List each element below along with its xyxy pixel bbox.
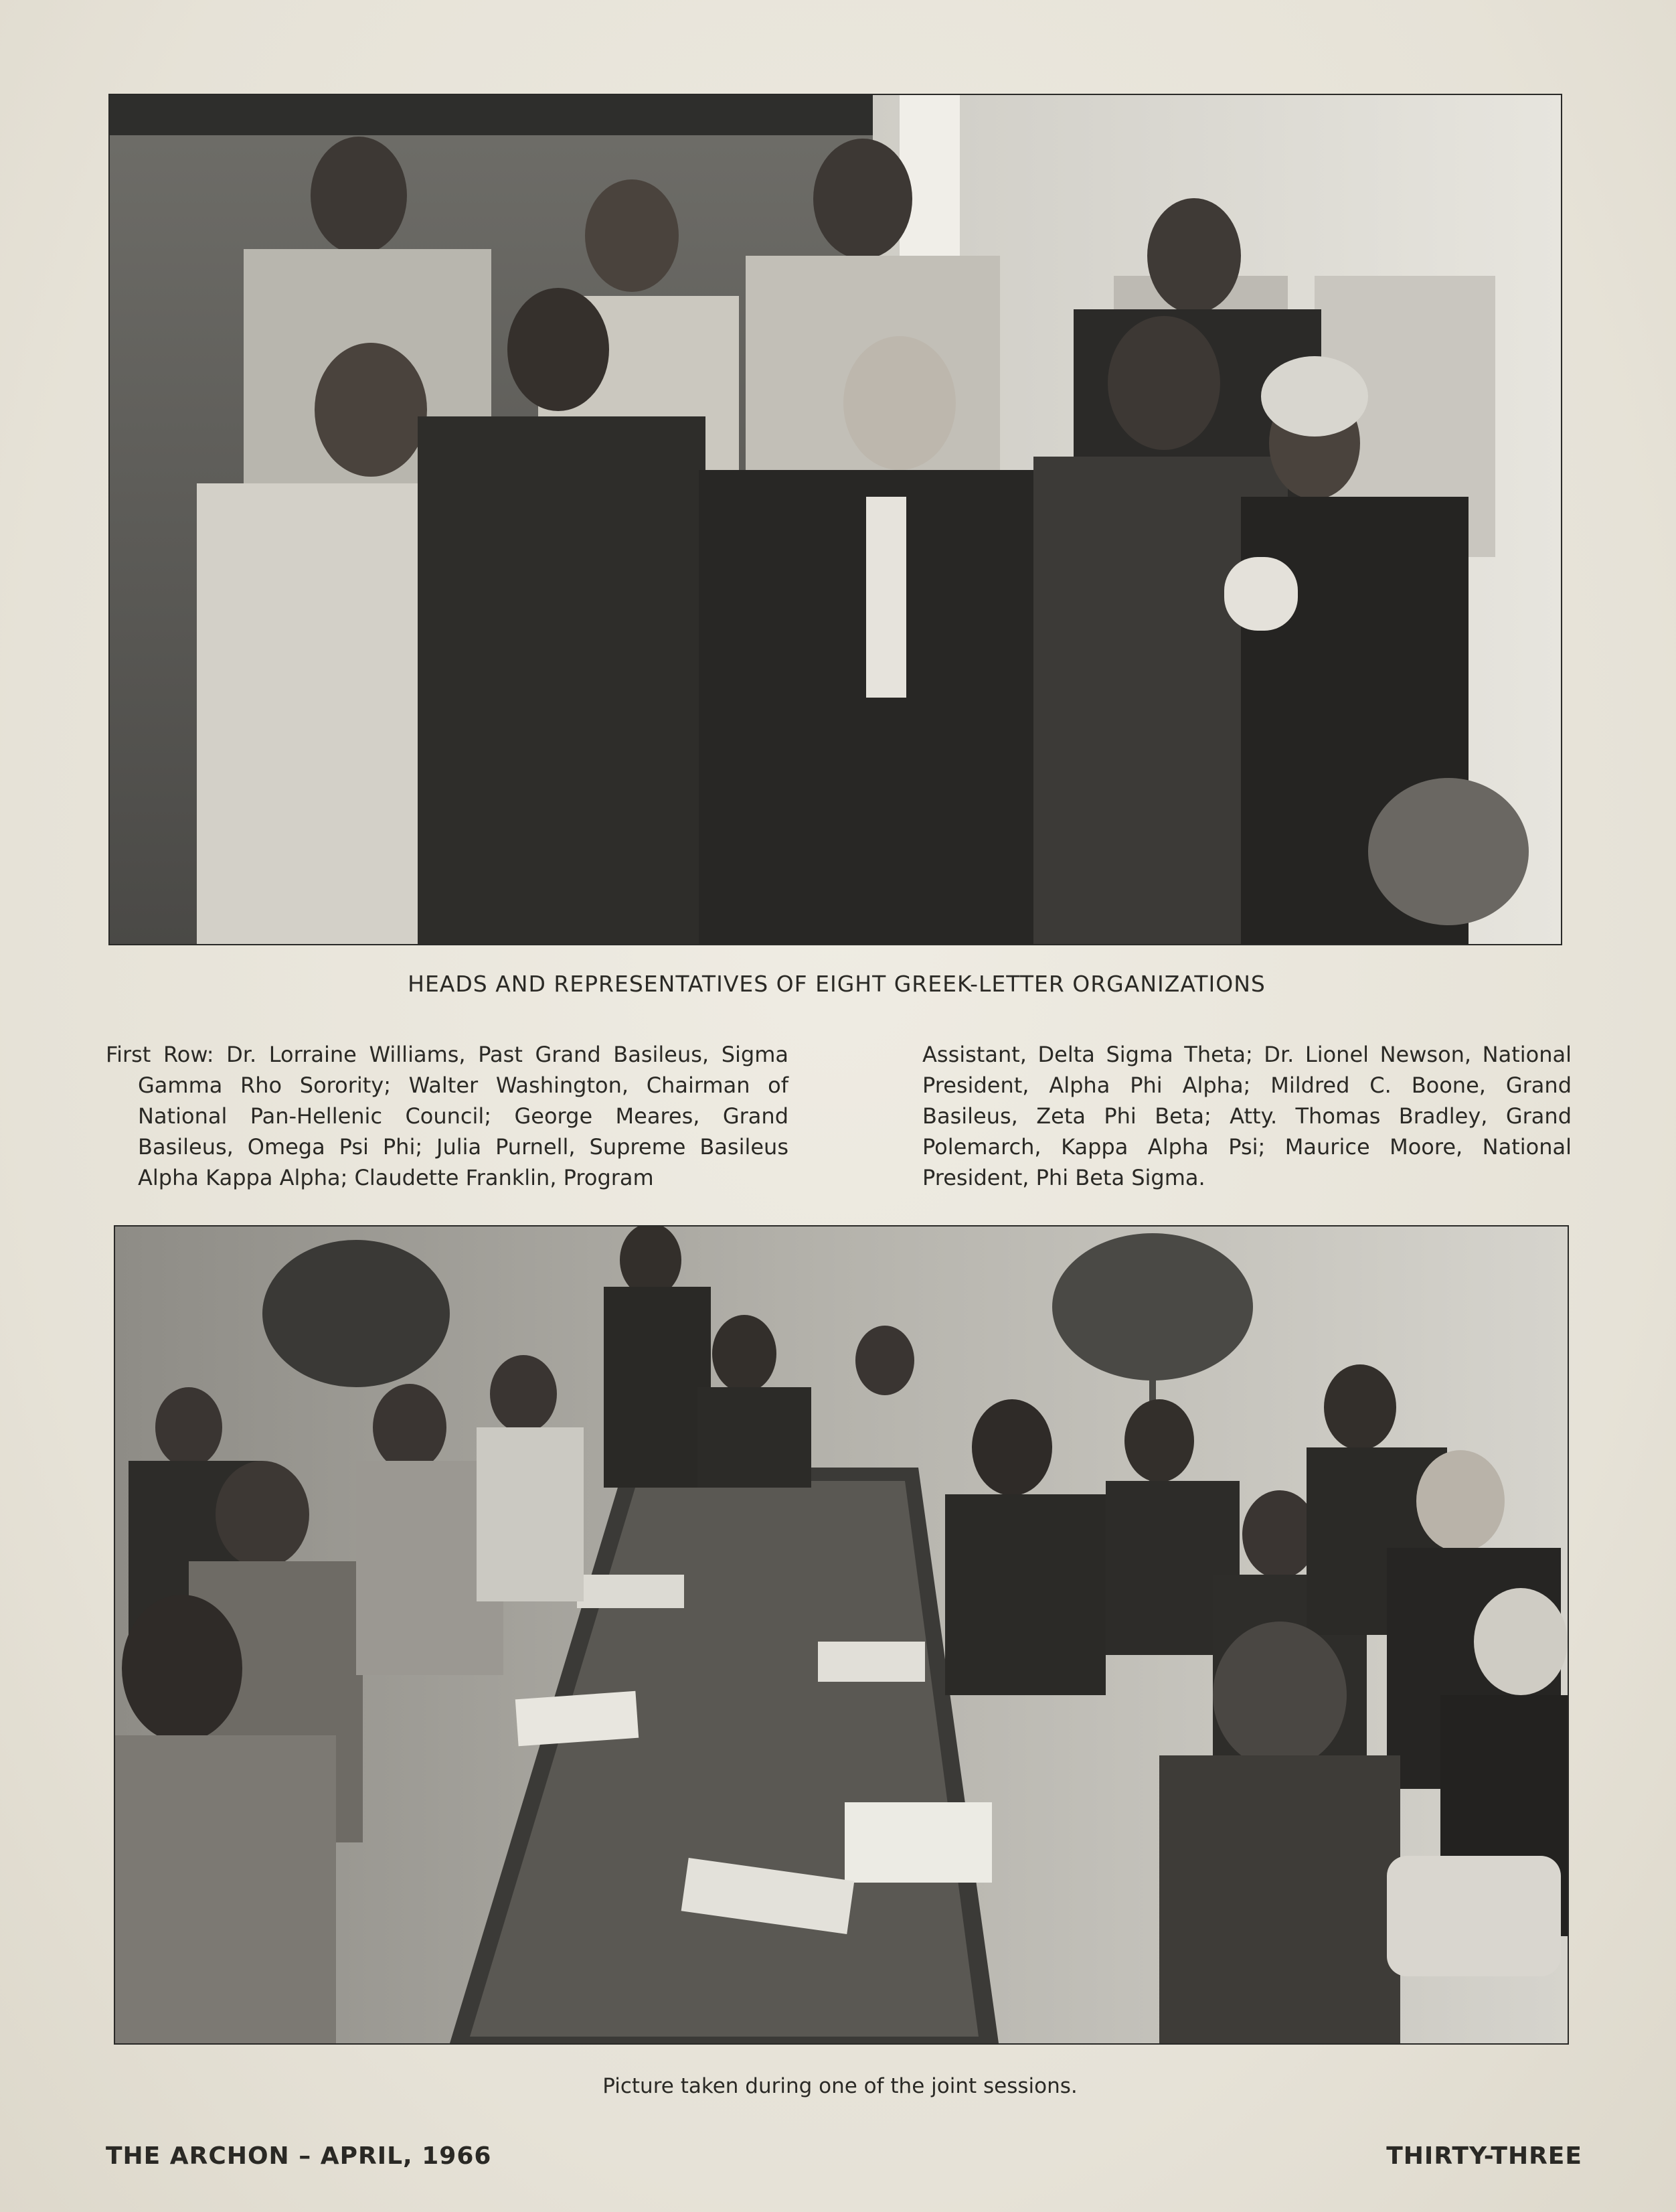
meeting-photo-caption: Picture taken during one of the joint sessions.	[602, 2074, 1078, 2098]
footer-publication: THE ARCHON – APRIL, 1966	[106, 2142, 492, 2170]
caption-left-column	[106, 1039, 788, 1193]
footer-page-number: THIRTY-THREE	[1386, 2142, 1582, 2170]
caption-left-text: First Row: Dr. Lorraine Williams, Past Grand Basileus, Sigma Gamma Rho Sorority; Walter Washington, Chairman of National Pan-Hellenic Council; George Meares, Grand Basileus, Omega Psi Phi; Julia Purnell, Supreme Basileus Alpha Kappa Alpha; Claudette Franklin, Program	[106, 1042, 788, 1190]
meeting-session-photo	[114, 1225, 1569, 2045]
caption-right-column	[922, 1039, 1572, 1193]
group-portrait-photo	[108, 94, 1562, 945]
photo-heading: HEADS AND REPRESENTATIVES OF EIGHT GREEK-LETTER ORGANIZATIONS	[408, 971, 1266, 997]
caption-right-text: Assistant, Delta Sigma Theta; Dr. Lionel Newson, National President, Alpha Phi Alpha; Mildred C. Boone, Grand Basileus, Zeta Phi Beta; Atty. Thomas Bradley, Grand Polemarch, Kappa Alpha Psi; Maurice Moore, National President, Phi Beta Sigma.	[922, 1042, 1572, 1190]
